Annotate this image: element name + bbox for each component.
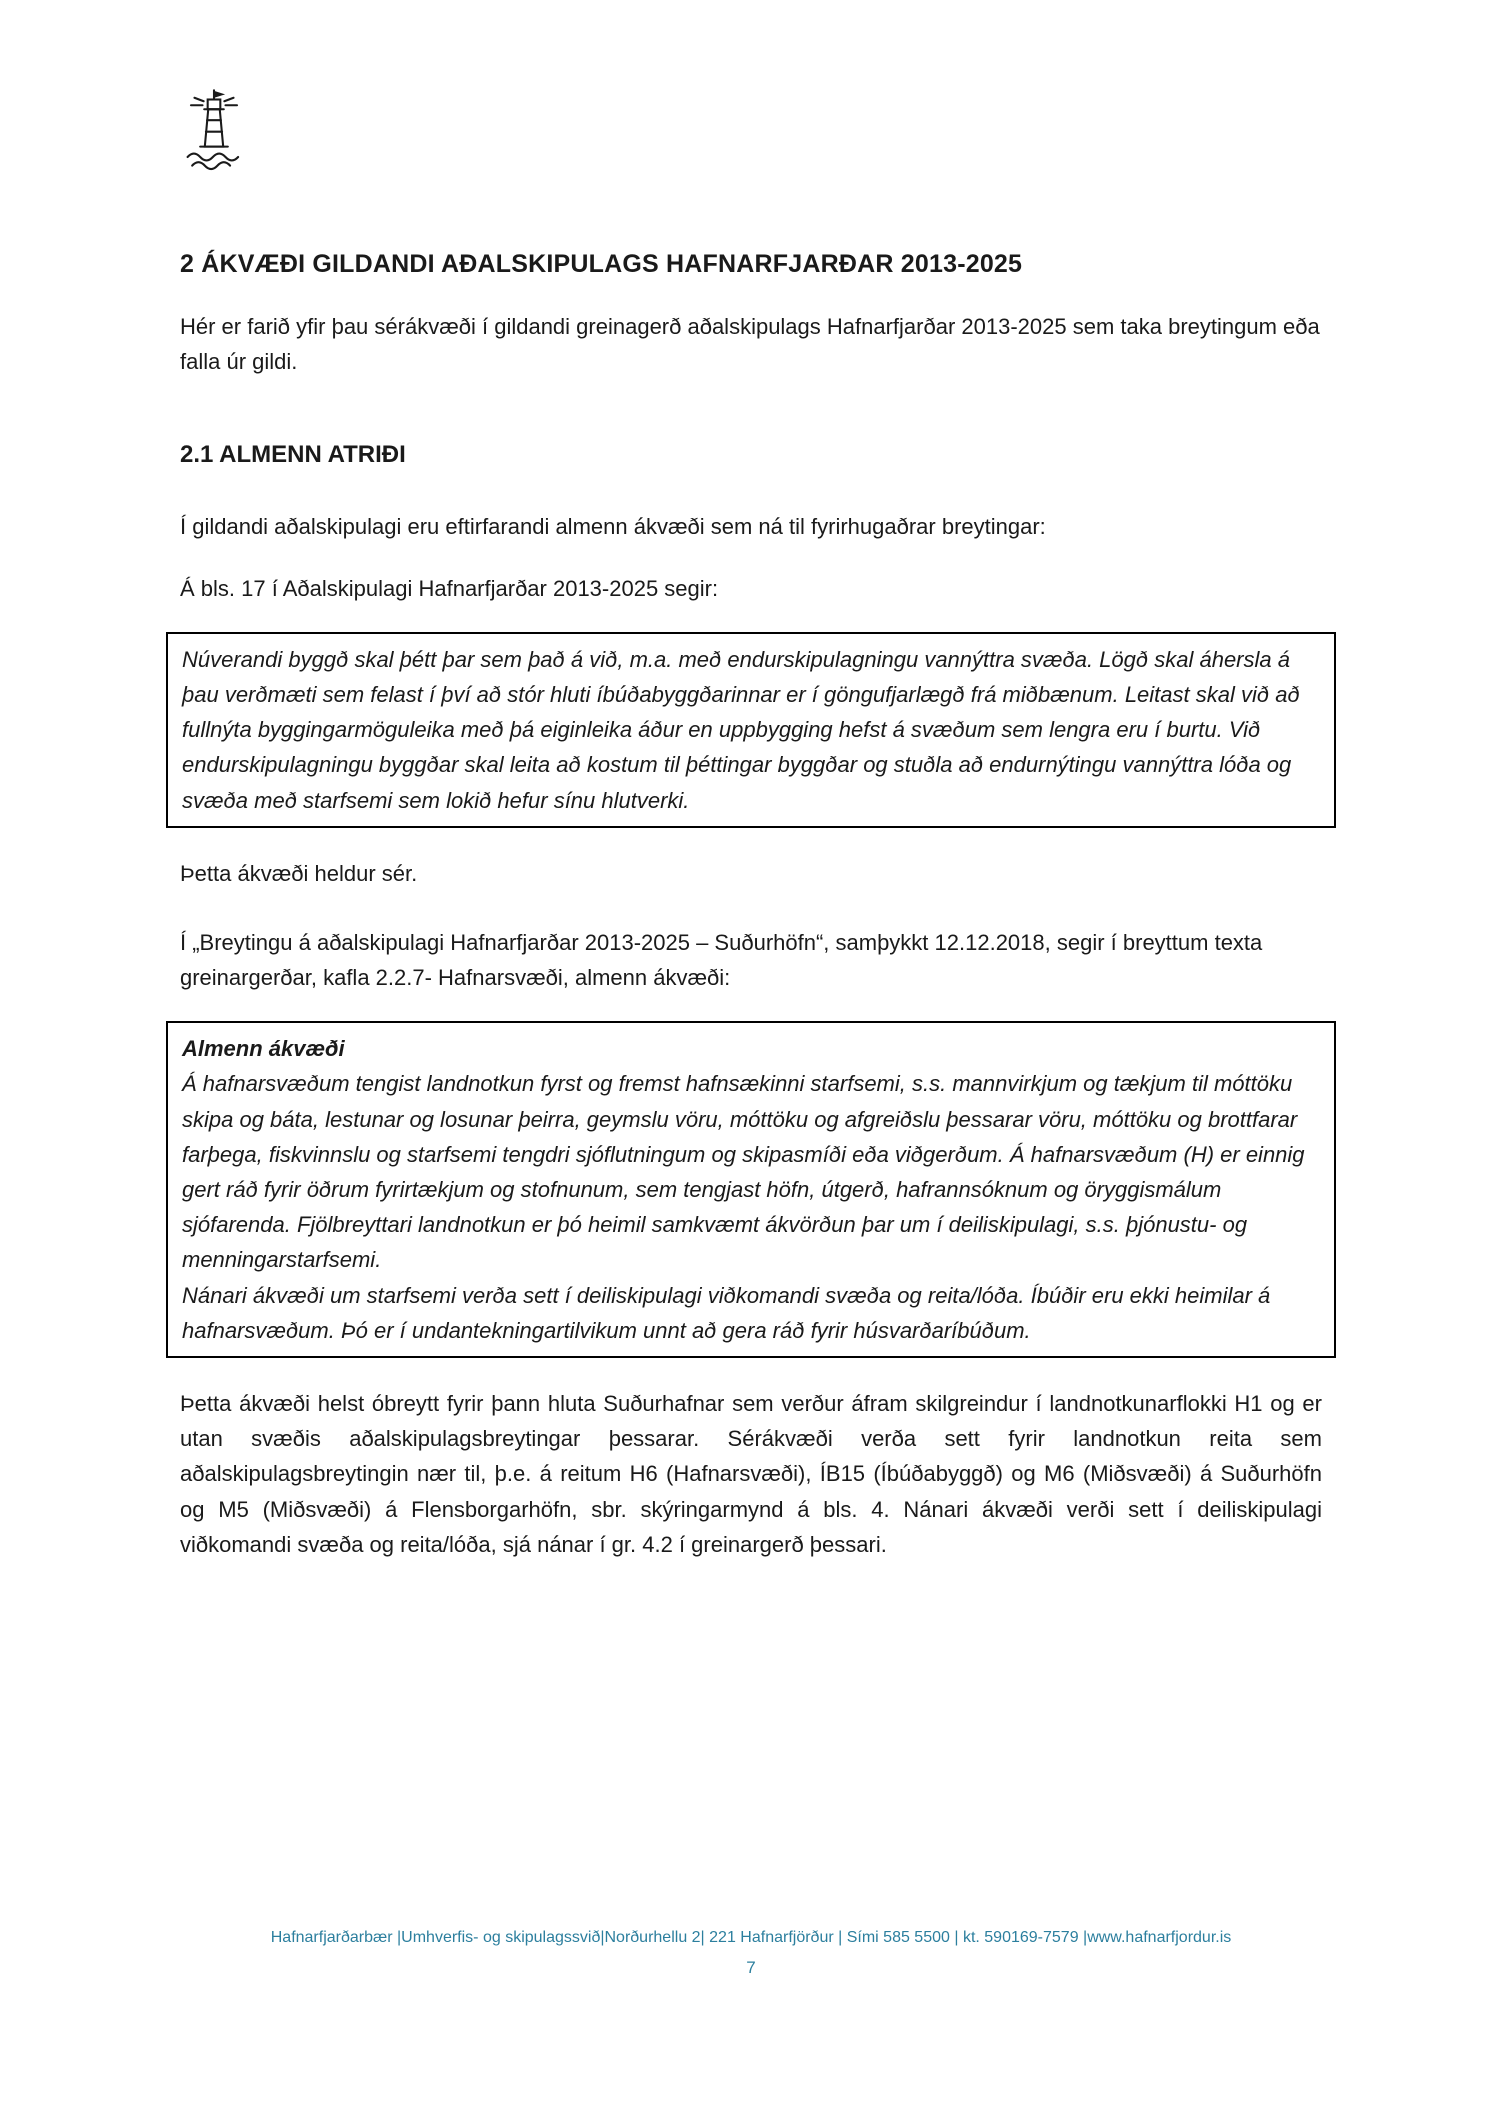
paragraph-closing: Þetta ákvæði helst óbreytt fyrir þann hluta Suðurhafnar sem verður áfram skilgreindur í landnotkunarflokki H1 og er utan svæðis aðalskipulagsbreytingar þessarar. Sérákvæði verða sett fyrir landnotkun reita sem aðalskipulagsbreytingin nær til, þ.e. á reitum H6 (Hafnarsvæði), ÍB15 (Íbúðabyggð) og M6 (Miðsvæði) á Suðurhöfn og M5 (Miðsvæði) á Flensborgarhöfn, sbr. skýringarmynd á bls. 4. Nánari ákvæði verði sett í deiliskipulagi viðkomandi svæða og reita/lóða, sjá nánar í gr. 4.2 í greinargerð þessari.	[180, 1390, 1322, 1557]
page-footer	[180, 1926, 1322, 1978]
section-heading: 2 ÁKVÆÐI GILDANDI AÐALSKIPULAGS HAFNARFJARÐAR 2013-2025	[180, 250, 1023, 278]
quote-box-densification	[166, 632, 1336, 828]
quote-box-almenn-akvaedi	[166, 1021, 1336, 1358]
paragraph-general-provisions: Í gildandi aðalskipulagi eru eftirfarandi almenn ákvæði sem ná til fyrirhugaðrar breytingar:	[180, 514, 1046, 540]
quote-box-body-1: Á hafnarsvæðum tengist landnotkun fyrst og fremst hafnsækinni starfsemi, s.s. mannvirkjum og tækjum til móttöku skipa og báta, lestunar og losunar þeirra, geymslu vöru, móttöku og afgreiðslu þessarar vöru, móttöku og brottfarar farþega, fiskvinnslu og starfsemi tengdri sjóflutningum og skipasmíði eða viðgerðum. Á hafnarsvæðum (H) er einnig gert ráð fyrir öðrum fyrirtækjum og stofnunum, sem tengjast höfn, útgerð, hafrannsóknum og öryggismálum sjófarenda. Fjölbreyttari landnotkun er þó heimil samkvæmt ákvörðun þar um í deiliskipulagi, s.s. þjónustu- og menningarstarfsemi.	[182, 1071, 1305, 1273]
page-number: 7	[746, 1958, 756, 1977]
quote-box-body-2: Nánari ákvæði um starfsemi verða sett í deiliskipulagi viðkomandi svæða og reita/lóða. Íbúðir eru ekki heimilar á hafnarsvæðum. Þó er í undantekningartilvikum unnt að gera ráð fyrir húsvarðaríbúðum.	[182, 1282, 1271, 1343]
page-content	[180, 0, 1322, 1588]
paragraph-heldur-ser: Þetta ákvæði heldur sér.	[180, 860, 418, 886]
quote-box-densification-text: Núverandi byggð skal þétt þar sem það á við, m.a. með endurskipulagningu vannýttra svæða. Lögð skal áhersla á þau verðmæti sem felast í því að stór hluti íbúðabyggðarinnar er í göngufjarlægð frá miðbænum. Leitast skal við að fullnýta byggingarmöguleika með þá eiginleika áður en uppbygging hefst á svæðum sem lengra eru í burtu. Við endurskipulagningu byggðar skal leita að kostum til þéttingar byggðar og stuðla að endurnýtingu vannýttra lóða og svæða með starfsemi sem lokið hefur sínu hlutverki.	[182, 646, 1300, 813]
footer-contact-line: Hafnarfjarðarbær |Umhverfis- og skipulagssvið|Norðurhellu 2| 221 Hafnarfjörður | Sími 585 5500 | kt. 590169-7579 |www.hafnarfjordur.is	[270, 1929, 1232, 1946]
intro-paragraph: Hér er farið yfir þau sérákvæði í gildandi greinagerð aðalskipulags Hafnarfjarðar 2013-2025 sem taka breytingum eða falla úr gildi.	[180, 314, 1320, 375]
paragraph-breyting: Í „Breytingu á aðalskipulagi Hafnarfjarðar 2013-2025 – Suðurhöfn“, samþykkt 12.12.2018, segir í breyttum texta greinargerðar, kafla 2.2.7- Hafnarsvæði, almenn ákvæði:	[180, 929, 1263, 991]
paragraph-bls17: Á bls. 17 í Aðalskipulagi Hafnarfjarðar 2013-2025 segir:	[180, 575, 719, 601]
quote-box-heading: Almenn ákvæði	[182, 1036, 345, 1062]
subsection-heading: 2.1 ALMENN ATRIÐI	[180, 441, 406, 469]
